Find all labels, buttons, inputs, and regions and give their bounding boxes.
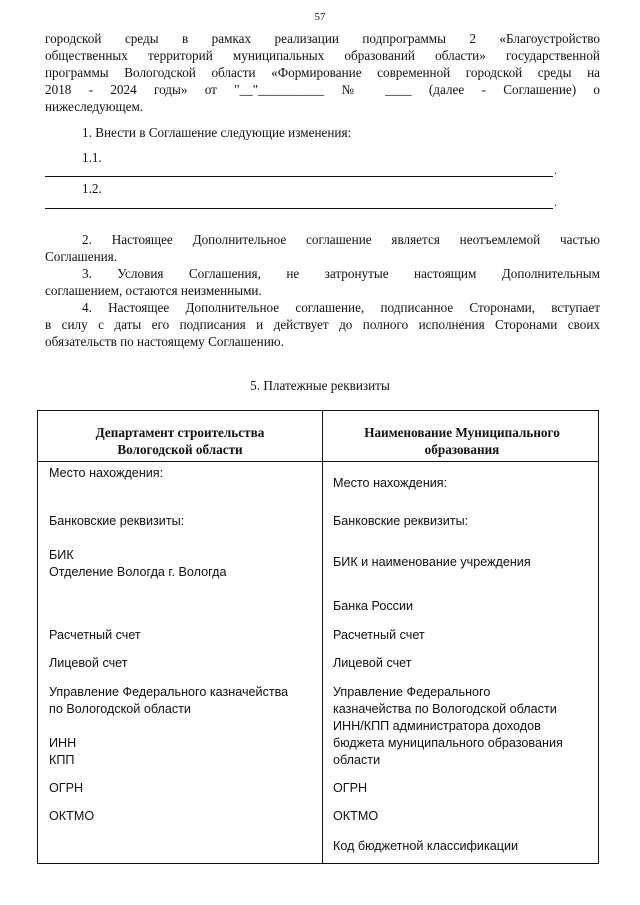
left-oktmo: ОКТМО (49, 809, 95, 823)
left-kpp: КПП (49, 753, 75, 767)
right-header: Наименование Муниципального образования (364, 425, 560, 457)
right-bank-details: Банковские реквизиты: (333, 514, 469, 528)
right-inn-kpp-line-1: ИНН/КПП администратора доходов (333, 719, 541, 733)
right-treasury-line-2: казначейства по Вологодской области (333, 702, 557, 716)
item-1-2: 1.2. (82, 181, 102, 196)
item-3-line-2: соглашением, остаются неизменными. (45, 283, 262, 298)
left-bank-branch: Отделение Вологда г. Вологда (49, 565, 227, 579)
section-title: 5. Платежные реквизиты (250, 378, 390, 393)
left-inn: ИНН (49, 736, 77, 750)
item-4-line-3: обязательств по настоящему Соглашению. (45, 334, 284, 349)
fill-line-2 (45, 208, 553, 209)
right-inn-kpp-line-2: бюджета муниципального образования (333, 736, 563, 750)
right-treasury-line-1: Управление Федерального (333, 685, 491, 699)
left-treasury-line-2: по Вологодской области (49, 702, 191, 716)
item-4-line-1: 4. Настоящее Дополнительное соглашение, подписанное Сторонами, вступает (82, 300, 600, 315)
right-settlement-account: Расчетный счет (333, 628, 425, 642)
left-location: Место нахождения: (49, 466, 164, 480)
fill-line-2-end: . (554, 195, 557, 209)
left-bik: БИК (49, 548, 74, 562)
right-ogrn: ОГРН (333, 781, 368, 795)
left-treasury-line-1: Управление Федерального казначейства (49, 685, 289, 699)
item-4-line-2: в силу с даты его подписания и действует до полного исполнения Сторонами своих (45, 317, 600, 332)
right-bik-institution: БИК и наименование учреждения (333, 555, 531, 569)
right-personal-account: Лицевой счет (333, 656, 412, 670)
item-3-line-1: 3. Условия Соглашения, не затронутые настоящим Дополнительным (82, 266, 600, 281)
item-1-1: 1.1. (82, 150, 102, 165)
fill-line-1 (45, 176, 553, 177)
item-1: 1. Внести в Соглашение следующие изменения: (82, 125, 352, 140)
fill-line-1-end: . (554, 163, 557, 177)
intro-line-2: общественных территорий муниципальных образований области» государственной (45, 48, 600, 63)
left-bank-details: Банковские реквизиты: (49, 514, 185, 528)
right-bank-of-russia: Банка России (333, 599, 414, 613)
table-header-divider (37, 461, 599, 462)
left-settlement-account: Расчетный счет (49, 628, 141, 642)
right-inn-kpp-line-3: области (333, 753, 381, 767)
left-ogrn: ОГРН (49, 781, 84, 795)
left-personal-account: Лицевой счет (49, 656, 128, 670)
intro-line-4: 2018 - 2024 годы» от "__"__________ № ____ (далее - Соглашение) о (45, 82, 600, 97)
right-oktmo: ОКТМО (333, 809, 379, 823)
right-location: Место нахождения: (333, 476, 448, 490)
item-2-line-1: 2. Настоящее Дополнительное соглашение является неотъемлемой частью (82, 232, 600, 247)
intro-line-3: программы Вологодской области «Формирование современной городской среды на (45, 65, 600, 80)
left-header: Департамент строительства Вологодской области (95, 425, 265, 457)
page-number: 57 (314, 11, 326, 23)
intro-line-1: городской среды в рамках реализации подпрограммы 2 «Благоустройство (45, 31, 600, 46)
item-2-line-2: Соглашения. (45, 249, 118, 264)
right-budget-code: Код бюджетной классификации (333, 839, 519, 853)
table-column-divider (322, 410, 323, 864)
intro-line-5: нижеследующем. (45, 99, 144, 114)
